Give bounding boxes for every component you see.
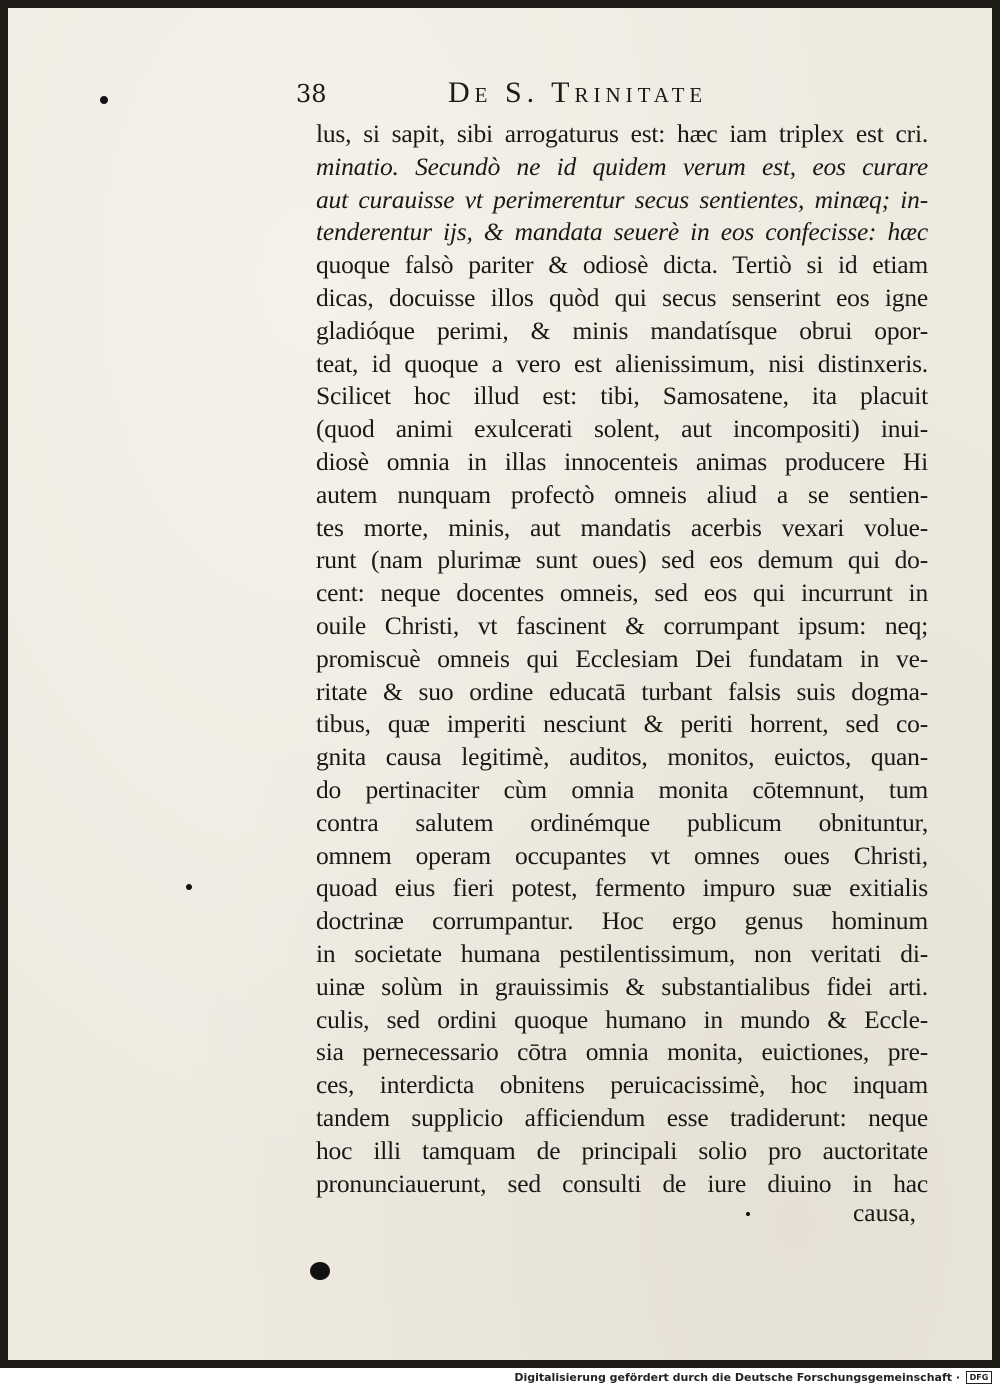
book-page (8, 8, 992, 1360)
text-line: ouile Christi, vt fascinent & corrumpant ipsum: neq; (316, 610, 928, 640)
text-line: tibus, quæ imperiti nesciunt & periti horrent, sed co- (316, 709, 928, 739)
ink-blot (310, 1262, 330, 1280)
text-line: teat, id quoque a vero est alienissimum, nisi distinxeris. (316, 348, 928, 378)
text-line: tenderentur ijs, & mandata seuerè in eos confecisse: hæc (316, 217, 928, 247)
text-line: promiscuè omneis qui Ecclesiam Dei fundatam in ve- (316, 643, 928, 673)
text-line: quoque falsò pariter & odiosè dicta. Tertiò si id etiam (316, 250, 928, 280)
catchword: causa, (852, 1198, 916, 1227)
text-line: tandem supplicio afficiendum esse tradiderunt: neque (316, 1102, 928, 1132)
text-line: runt (nam plurimæ sunt oues) sed eos demum qui do- (316, 545, 928, 575)
footer-bar (0, 1368, 1000, 1388)
text-line: in societate humana pestilentissimum, non veritati di- (316, 938, 928, 968)
margin-dot (100, 96, 108, 104)
margin-dot (746, 1212, 750, 1216)
footer-credit: Digitalisierung gefördert durch die Deutsche Forschungsgemeinschaft · (514, 1371, 960, 1384)
text-line: dicas, docuisse illos quòd qui secus senserint eos igne (316, 282, 928, 312)
page-number: 38 (296, 80, 327, 108)
body-text (316, 118, 928, 1200)
text-line: ces, interdicta obnitens peruicacissimè, hoc inquam (316, 1070, 928, 1100)
running-head-title: De S. Trinitate (448, 76, 708, 109)
text-line: gnita causa legitimè, auditos, monitos, euictos, quan- (316, 742, 928, 772)
text-line: ritate & suo ordine educatā turbant falsis suis dogma- (316, 676, 928, 706)
text-line: culis, sed ordini quoque humano in mundo & Eccle- (316, 1004, 928, 1034)
text-line: contra salutem ordinémque publicum obnituntur, (316, 807, 928, 837)
text-line: uinæ solùm in grauissimis & substantialibus fidei arti. (316, 971, 928, 1001)
text-line: (quod animi exulcerati solent, aut incompositi) inui- (316, 414, 928, 444)
text-line: hoc illi tamquam de principali solio pro auctoritate (316, 1135, 928, 1165)
text-line: aut curauisse vt perimerentur secus sentientes, minæq; in- (316, 184, 928, 214)
text-line: gladióque perimi, & minis mandatísque obrui opor- (316, 315, 928, 345)
text-line: pronunciauerunt, sed consulti de iure diuino in hac (316, 1168, 928, 1198)
text-line: do pertinaciter cùm omnia monita cōtemnunt, tum (316, 774, 928, 804)
text-line: doctrinæ corrumpantur. Hoc ergo genus hominum (316, 906, 928, 936)
text-line: sia pernecessario cōtra omnia monita, euictiones, pre- (316, 1037, 928, 1067)
running-head (296, 76, 796, 110)
text-line: omnem operam occupantes vt omnes oues Christi, (316, 840, 928, 870)
text-line: cent: neque docentes omneis, sed eos qui incurrunt in (316, 578, 928, 608)
dfg-logo: DFG (966, 1371, 992, 1384)
margin-dot (186, 884, 192, 890)
text-line: minatio. Secundò ne id quidem verum est, eos curare (316, 151, 928, 181)
text-line: quoad eius fieri potest, fermento impuro suæ exitialis (316, 873, 928, 903)
text-line: lus, si sapit, sibi arrogaturus est: hæc iam triplex est cri. (316, 119, 928, 148)
text-line: diosè omnia in illas innocenteis animas producere Hi (316, 446, 928, 476)
text-line: Scilicet hoc illud est: tibi, Samosatene, ita placuit (316, 381, 928, 411)
text-line: tes morte, minis, aut mandatis acerbis vexari volue- (316, 512, 928, 542)
text-line: autem nunquam profectò omneis aliud a se sentien- (316, 479, 928, 509)
